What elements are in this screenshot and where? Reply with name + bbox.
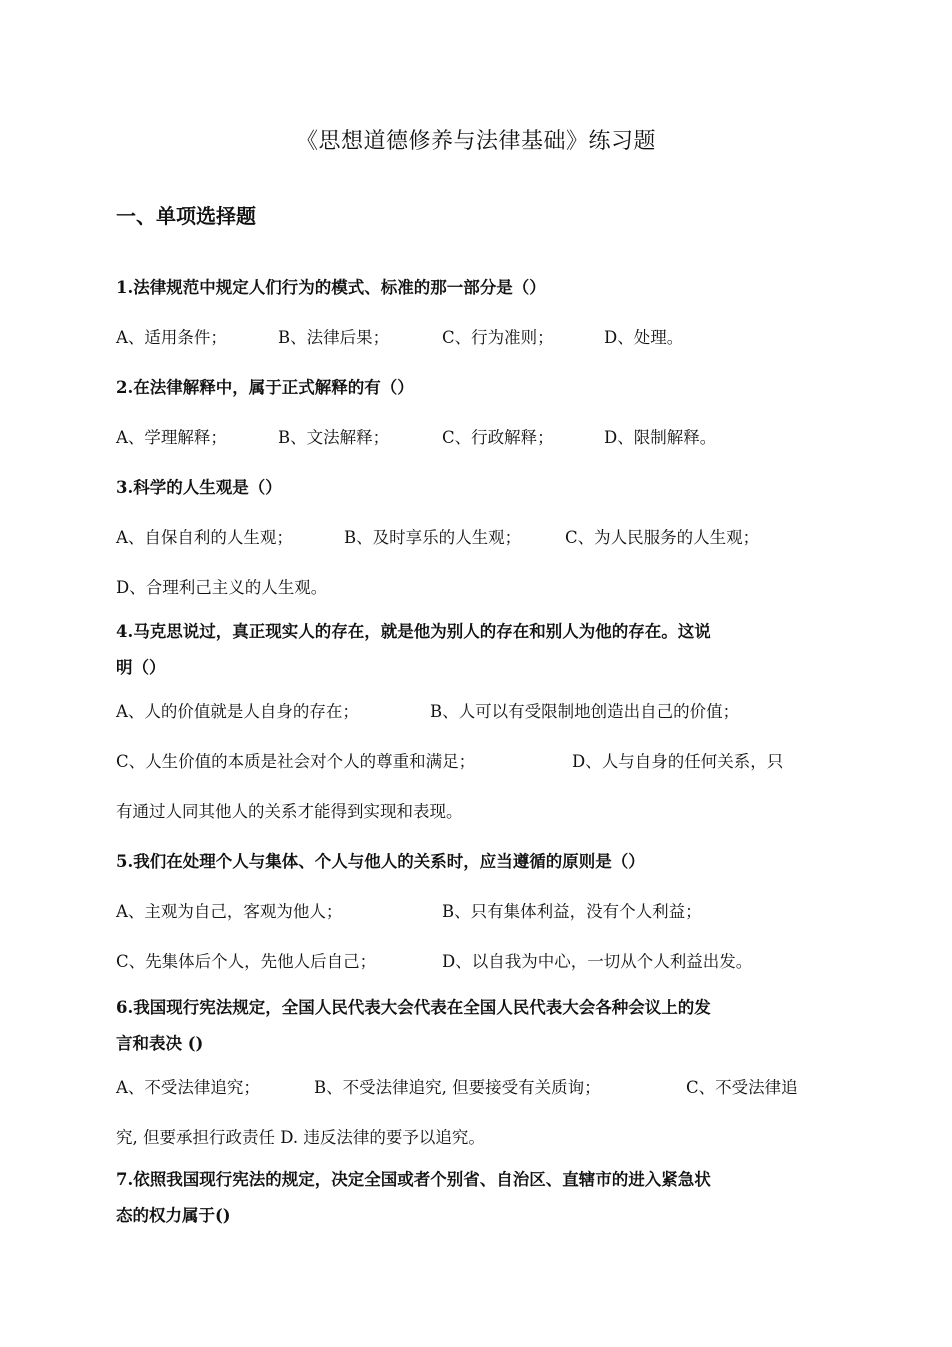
option-text: D、人与自身的任何关系，只	[572, 752, 784, 771]
options-line	[116, 324, 816, 346]
option-text: A、人的价值就是人自身的存在；	[116, 702, 359, 721]
question-text: 1.法律规范中规定人们行为的模式、标准的那一部分是（）	[116, 278, 546, 297]
option-text: C、行为准则；	[442, 328, 554, 347]
question-text: 言和表决 ()	[116, 1034, 204, 1053]
option-text: C、为人民服务的人生观；	[565, 528, 760, 547]
option-text: D、限制解释。	[604, 428, 717, 447]
option-text: D、合理利己主义的人生观。	[116, 578, 328, 597]
option-text: B、及时享乐的人生观；	[344, 528, 522, 547]
options-line	[116, 574, 816, 596]
option-text: 有通过人同其他人的关系才能得到实现和表现。	[116, 802, 463, 821]
option-text: D、处理。	[604, 328, 684, 347]
options-line	[116, 948, 816, 970]
option-text: B、法律后果；	[278, 328, 390, 347]
option-text: B、不受法律追究, 但要接受有关质询；	[314, 1078, 601, 1097]
question-text: 5.我们在处理个人与集体、个人与他人的关系时，应当遵循的原则是（）	[116, 852, 645, 871]
options-line	[116, 424, 816, 446]
section-heading: 一、单项选择题	[116, 204, 256, 228]
option-text: C、行政解释；	[442, 428, 554, 447]
question-text: 态的权力属于()	[116, 1206, 231, 1225]
option-text: D、以自我为中心，一切从个人利益出发。	[442, 952, 753, 971]
option-text: A、自保自利的人生观；	[116, 528, 293, 547]
options-line	[116, 524, 816, 546]
option-text: B、人可以有受限制地创造出自己的价值；	[430, 702, 740, 721]
option-text: C、不受法律追	[686, 1078, 798, 1097]
options-line	[116, 798, 816, 820]
option-text: A、主观为自己，客观为他人；	[116, 902, 343, 921]
question-text: 7.依照我国现行宪法的规定，决定全国或者个别省、自治区、直辖市的进入紧急状	[116, 1170, 711, 1189]
options-line	[116, 698, 816, 720]
option-text: A、学理解释；	[116, 428, 227, 447]
options-line	[116, 748, 816, 770]
question-text: 4.马克思说过，真正现实人的存在，就是他为别人的存在和别人为他的存在。这说	[116, 622, 711, 641]
option-text: C、先集体后个人，先他人后自己；	[116, 952, 377, 971]
option-text: A、不受法律追究；	[116, 1078, 260, 1097]
option-text: A、适用条件；	[116, 328, 227, 347]
option-text: C、人生价值的本质是社会对个人的尊重和满足；	[116, 752, 476, 771]
options-line	[116, 1074, 816, 1096]
question-text: 2.在法律解释中，属于正式解释的有（）	[116, 378, 414, 397]
question-text: 6.我国现行宪法规定，全国人民代表大会代表在全国人民代表大会各种会议上的发	[116, 998, 711, 1017]
option-text: 究, 但要承担行政责任 D. 违反法律的要予以追究。	[116, 1128, 485, 1147]
question-text: 明（）	[116, 658, 166, 677]
option-text: B、文法解释；	[278, 428, 390, 447]
options-line	[116, 1124, 816, 1146]
question-text: 3.科学的人生观是（）	[116, 478, 282, 497]
document-title: 《思想道德修养与法律基础》练习题	[295, 129, 656, 154]
option-text: B、只有集体利益，没有个人利益；	[442, 902, 702, 921]
options-line	[116, 898, 816, 920]
